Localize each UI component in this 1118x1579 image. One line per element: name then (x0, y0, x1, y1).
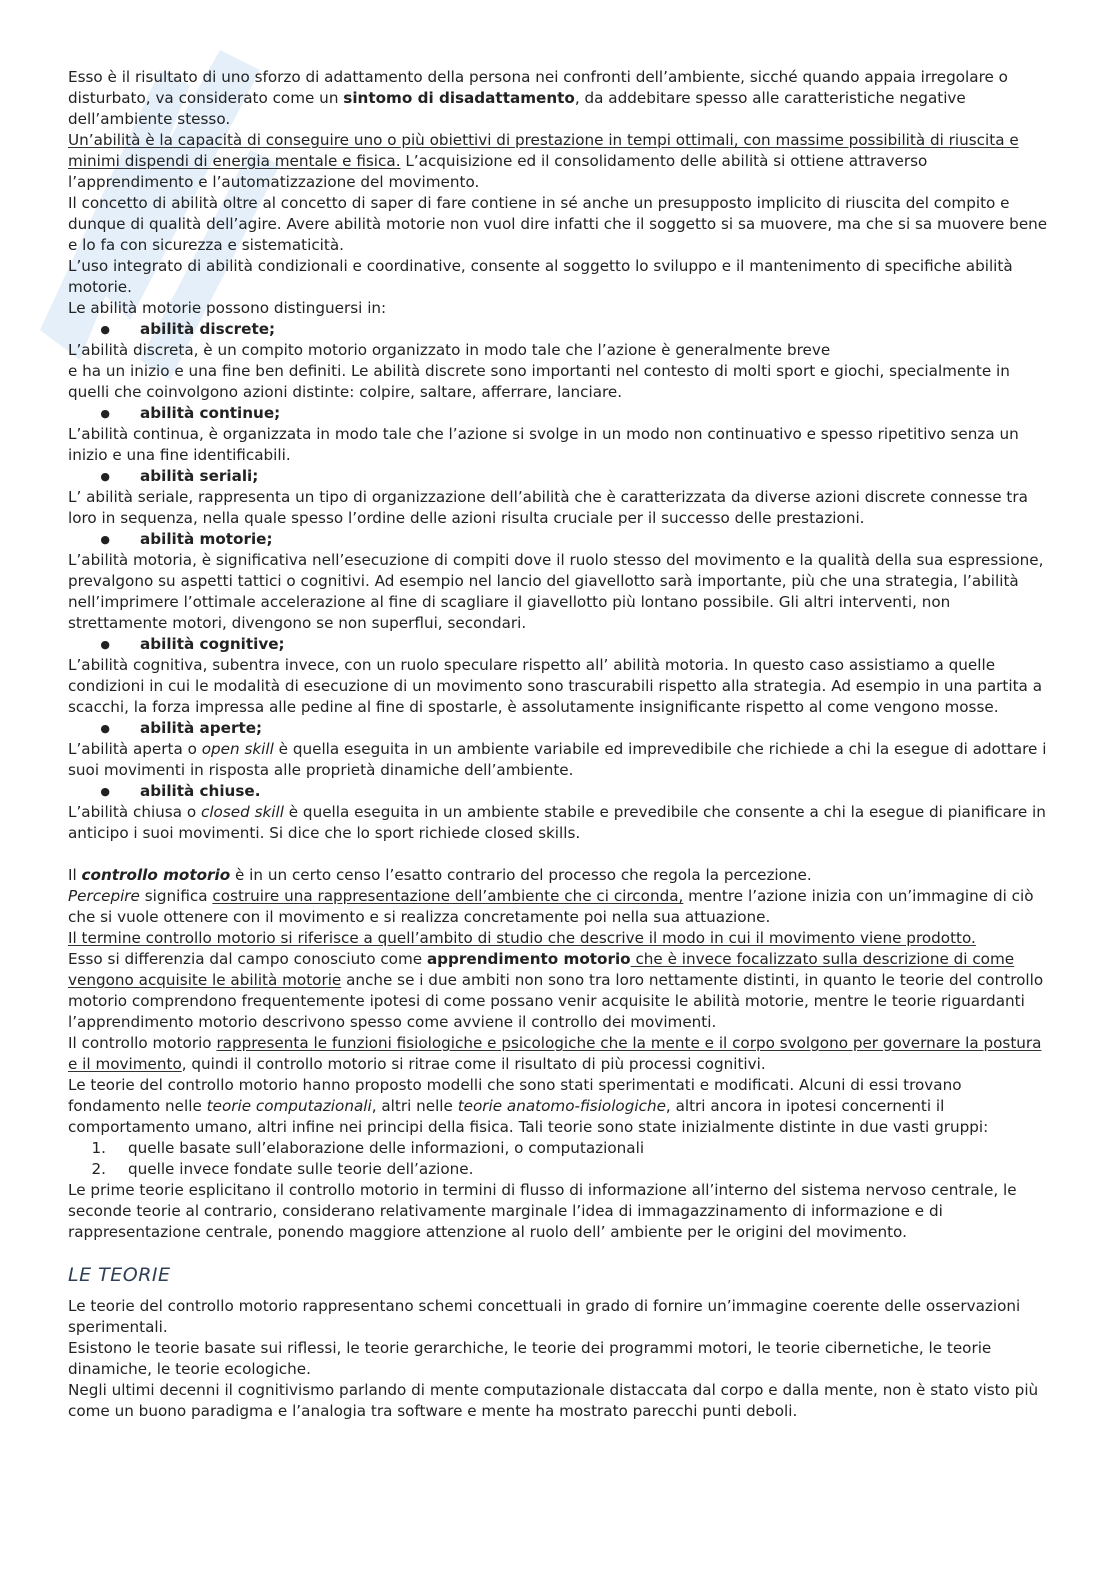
intro-paragraph-5: Le abilità motorie possono distinguersi in: (68, 299, 387, 317)
ability-title: abilità chiuse. (140, 782, 261, 800)
ability-title: abilità continue; (140, 404, 281, 422)
list-item (68, 718, 1053, 739)
list-item (68, 634, 1053, 655)
document-page (68, 67, 1053, 1422)
bullet-icon: ● (100, 407, 110, 420)
control-paragraph-5: Il controllo motorio rappresenta le funzioni fisiologiche e psicologiche che la mente e il corpo svolgono per governare la postura e il movimento, quindi il controllo motorio si ritrae come il risultato di più processi cognitivi. (68, 1034, 1042, 1073)
bullet-icon: ● (100, 638, 110, 651)
ability-description: L’abilità aperta o open skill è quella eseguita in un ambiente variabile ed imprevedibile che richiede a chi la esegue di adottare i suoi movimenti in risposta alle proprietà dinamiche dell’ambiente. (68, 740, 1047, 779)
ability-title: abilità cognitive; (140, 635, 285, 653)
ability-description: L’abilità cognitiva, subentra invece, con un ruolo speculare rispetto all’ abilità motoria. In questo caso assistiamo a quelle condizioni in cui le modalità di esecuzione di un movimento sono trascurabili rispetto alla strategia. Ad esempio in una partita a scacchi, la forza impressa alle pedine al fine di spostarle, è assolutamente insignificante rispetto al come vengono mosse. (68, 656, 1042, 716)
list-item (68, 529, 1053, 550)
abilities-list (68, 319, 1053, 844)
ability-title: abilità discrete; (140, 320, 276, 338)
list-item (68, 781, 1053, 802)
theories-paragraph-3: Negli ultimi decenni il cognitivismo parlando di mente computazionale distaccata dal corpo e dalla mente, non è stato visto più come un buono paradigma e l’analogia tra software e mente ha mostrato parecchi punti deboli. (68, 1381, 1039, 1420)
control-paragraph-3: Il termine controllo motorio si riferisce a quell’ambito di studio che descrive il modo in cui il movimento viene prodotto. (68, 929, 976, 947)
intro-paragraph-4: L’uso integrato di abilità condizionali e coordinative, consente al soggetto lo sviluppo e il mantenimento di specifiche abilità motorie. (68, 257, 1013, 296)
control-paragraph-1: Il controllo motorio è in un certo censo l’esatto contrario del processo che regola la percezione. (68, 866, 812, 884)
intro-paragraph-1: Esso è il risultato di uno sforzo di adattamento della persona nei confronti dell’ambiente, sicché quando appaia irregolare o disturbato, va considerato come un sintomo di disadattamento, da addebitare spesso alle caratteristiche negative dell’ambiente stesso. (68, 68, 1008, 128)
bullet-icon: ● (100, 722, 110, 735)
control-paragraph-4: Esso si differenzia dal campo conosciuto come apprendimento motorio che è invece focalizzato sulla descrizione di come vengono acquisite le abilità motorie anche se i due ambiti non sono tra loro nettamente distinti, in quanto le teorie del controllo motorio comprendono frequentemente ipotesi di come possano venir acquisite le abilità motorie, mentre le teorie riguardanti l’apprendimento motorio descrivono spesso come avviene il controllo dei movimenti. (68, 950, 1044, 1031)
bullet-icon: ● (100, 533, 110, 546)
ability-description: L’ abilità seriale, rappresenta un tipo di organizzazione dell’abilità che è caratterizzata da diverse azioni discrete connesse tra loro in sequenza, nella quale spesso l’ordine delle azioni risulta cruciale per il successo delle prestazioni. (68, 488, 1028, 527)
ability-definition: Un’abilità è la capacità di conseguire uno o più obiettivi di prestazione in tempi ottimali, con massime possibilità di riuscita e minimi dispendi di energia mentale e fisica. L’acquisizione ed il consolidamento delle abilità si ottiene attraverso l’apprendimento e l’automatizzazione del movimento. (68, 131, 1019, 191)
section-heading: LE TEORIE (68, 1264, 171, 1286)
bullet-icon: ● (100, 323, 110, 336)
ability-title: abilità aperte; (140, 719, 263, 737)
control-paragraph-6: Le teorie del controllo motorio hanno proposto modelli che sono stati sperimentati e modificati. Alcuni di essi trovano fondamento nelle teorie computazionali, altri nelle teorie anatomo-fisiologiche, altri ancora in ipotesi concernenti il comportamento umano, altri infine nei principi della fisica. Tali teorie sono state inizialmente distinte in due vasti gruppi: (68, 1076, 989, 1136)
theories-paragraph-1: Le teorie del controllo motorio rappresentano schemi concettuali in grado di fornire un’immagine coerente delle osservazioni sperimentali. (68, 1297, 1021, 1336)
list-item (68, 403, 1053, 424)
control-paragraph-7: Le prime teorie esplicitano il controllo motorio in termini di flusso di informazione all’interno del sistema nervoso centrale, le seconde teorie al contrario, considerano relativamente marginale l’idea di immagazzinamento di informazione e di rappresentazione centrale, ponendo maggiore attenzione al ruolo dell’ ambiente per le origini del movimento. (68, 1181, 1017, 1241)
bullet-icon: ● (100, 785, 110, 798)
ability-description: L’abilità discreta, è un compito motorio organizzato in modo tale che l’azione è generalmente breve (68, 341, 831, 359)
ability-description: L’abilità motoria, è significativa nell’esecuzione di compiti dove il ruolo stesso del movimento e la qualità della sua espressione, prevalgono su aspetti tattici o cognitivi. Ad esempio nel lancio del giavellotto sarà importante, più che una strategia, l’abilità nell’imprimere l’ottimale accelerazione al fine di scagliare il giavellotto più lontano possibile. Gli altri interventi, non strettamente motori, divengono se non superflui, secondari. (68, 551, 1044, 632)
ability-definition-underlined: Un’abilità è la capacità di conseguire uno o più obiettivi di prestazione in tempi ottimali, con massime possibilità di riuscita e minimi dispendi di energia mentale e fisica. (68, 131, 1019, 170)
ability-description: L’abilità chiusa o closed skill è quella eseguita in un ambiente stabile e prevedibile che consente a chi la esegue di pianificare in anticipo i suoi movimenti. Si dice che lo sport richiede closed skills. (68, 803, 1046, 842)
theory-groups-list (68, 1138, 1053, 1180)
list-item (68, 466, 1053, 487)
theories-paragraph-2: Esistono le teorie basate sui riflessi, le teorie gerarchiche, le teorie dei programmi motori, le teorie cibernetiche, le teorie dinamiche, le teorie ecologiche. (68, 1339, 992, 1378)
ability-title: abilità motorie; (140, 530, 273, 548)
ability-title: abilità seriali; (140, 467, 259, 485)
list-item: 2. quelle invece fondate sulle teorie dell’azione. (91, 1160, 474, 1178)
ability-description-cont: e ha un inizio e una fine ben definiti. Le abilità discrete sono importanti nel contesto di molti sport e giochi, specialmente in quelli che coinvolgono azioni distinte: colpire, saltare, afferrare, lanciare. (68, 362, 1010, 401)
control-paragraph-2: Percepire significa costruire una rappresentazione dell’ambiente che ci circonda, mentre l’azione inizia con un’immagine di ciò che si vuole ottenere con il movimento e si realizza concretamente poi nella sua attuazione. (68, 887, 1034, 926)
ability-description: L’abilità continua, è organizzata in modo tale che l’azione si svolge in un modo non continuativo e spesso ripetitivo senza un inizio e una fine identificabili. (68, 425, 1019, 464)
intro-paragraph-3: Il concetto di abilità oltre al concetto di saper di fare contiene in sé anche un presupposto implicito di riuscita del compito e dunque di qualità dell’agire. Avere abilità motorie non vuol dire infatti che il soggetto si sa muovere, ma che si sa muovere bene e lo fa con sicurezza e sistematicità. (68, 194, 1048, 254)
list-item: 1. quelle basate sull’elaborazione delle informazioni, o computazionali (91, 1139, 645, 1157)
list-item (68, 319, 1053, 340)
bullet-icon: ● (100, 470, 110, 483)
